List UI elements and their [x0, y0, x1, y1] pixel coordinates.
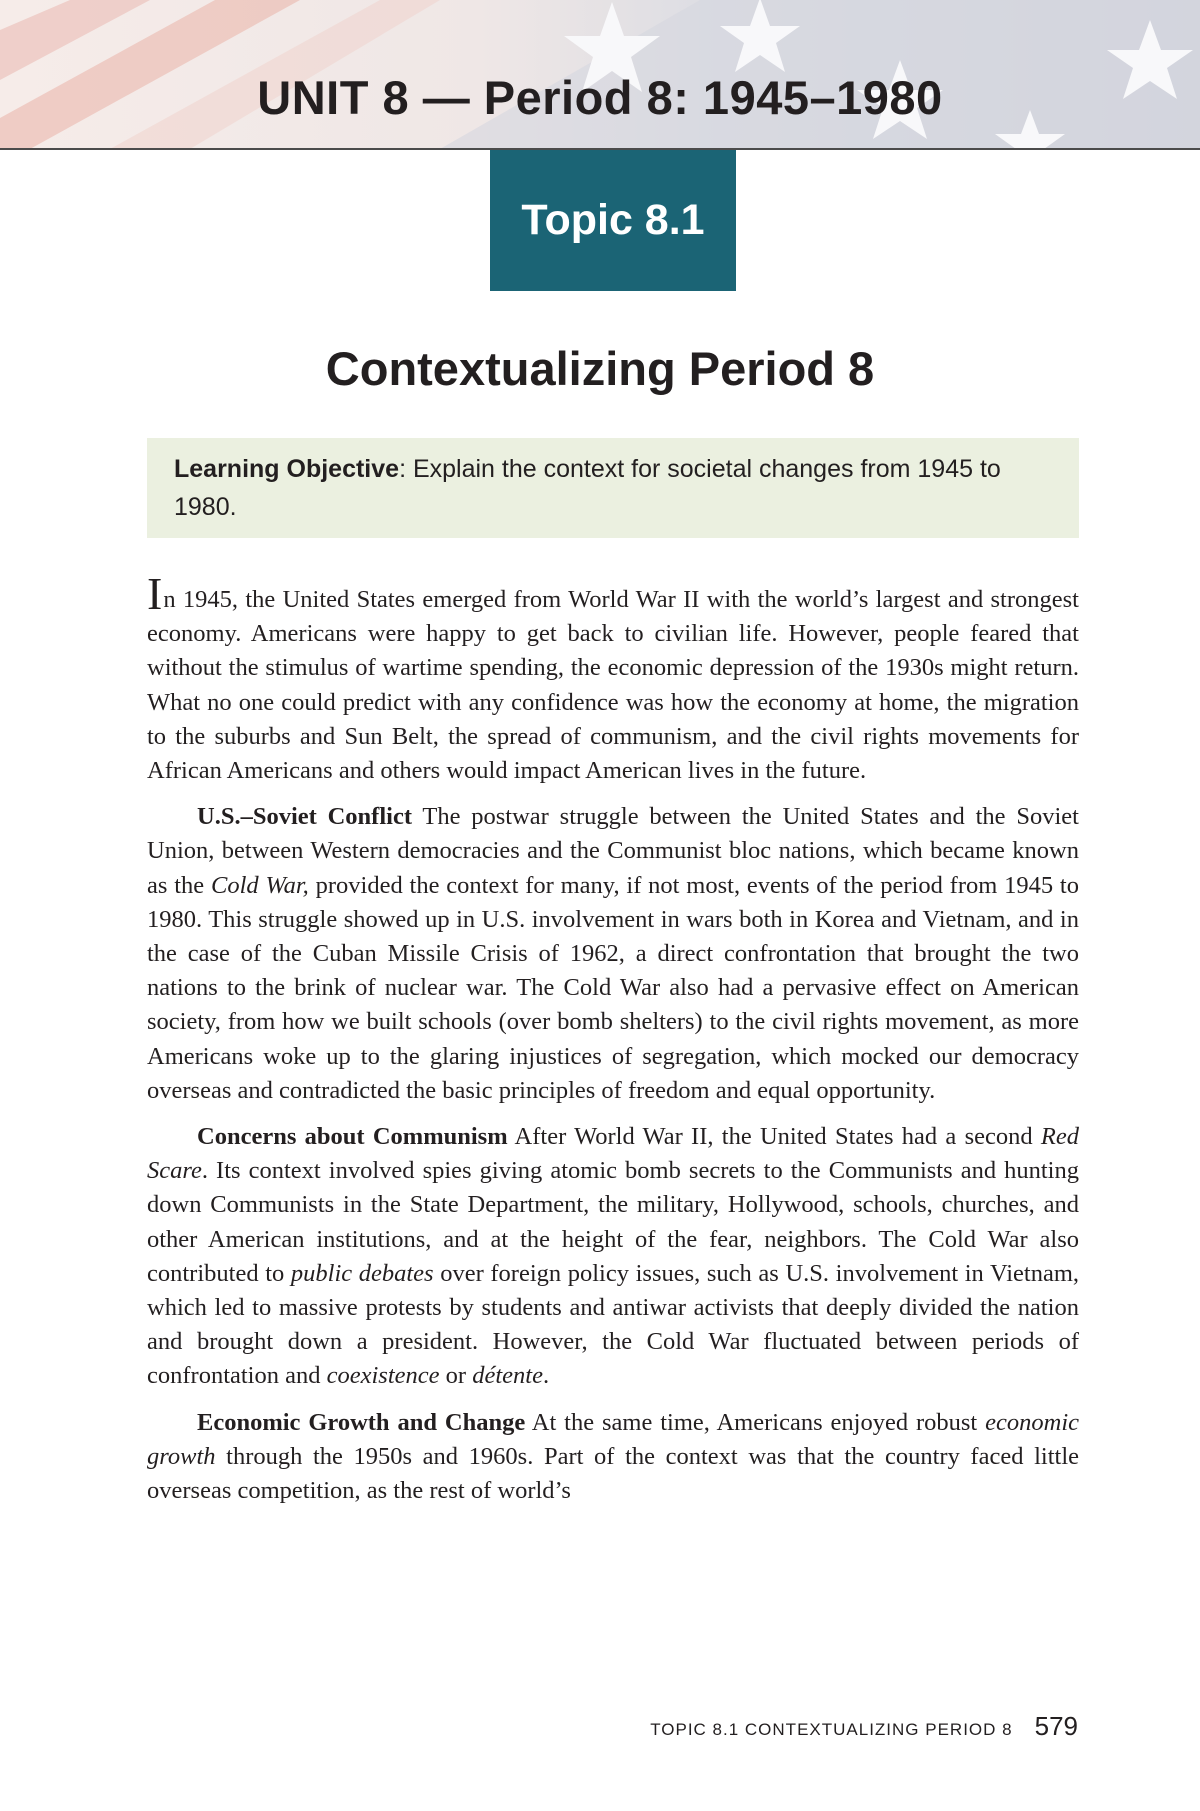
page-footer	[650, 1711, 1078, 1742]
economic-growth-text-cont: through the 1950s and 1960s. Part of the context was that the country faced little overseas competition, as the rest of world’s	[147, 1442, 1079, 1505]
communism-heading: Concerns about Communism	[197, 1123, 508, 1151]
term-detente: détente	[472, 1362, 543, 1390]
drop-cap: I	[147, 568, 163, 619]
term-cold-war: Cold War,	[210, 871, 309, 899]
footer-running-title: TOPIC 8.1 CONTEXTUALIZING PERIOD 8	[650, 1720, 1013, 1739]
economic-growth-heading: Economic Growth and Change	[197, 1408, 526, 1436]
term-coexistence: coexistence	[326, 1362, 440, 1390]
topic-badge	[490, 150, 736, 291]
communism-text-cont-3: or	[439, 1362, 473, 1390]
soviet-conflict-paragraph	[147, 800, 1079, 1108]
term-public-debates: public debates	[290, 1259, 434, 1287]
soviet-conflict-heading: U.S.–Soviet Conflict	[197, 803, 412, 831]
body-text	[147, 568, 1080, 1520]
communism-text: After World War II, the United States had a second	[507, 1123, 1041, 1151]
economic-growth-paragraph	[147, 1406, 1079, 1509]
page-title: Contextualizing Period 8	[325, 342, 875, 395]
communism-text-end: .	[542, 1362, 550, 1390]
intro-text: n 1945, the United States emerged from World War II with the world’s largest and strongest economy. Americans were happy to get back to civilian life. However, people feared that without the stimulus of wartime spending, the economic depression of the 1930s might return. What no one could predict with any confidence was how the economy at home, the migration to the suburbs and Sun Belt, the spread of communism, and the civil rights movements for African Americans and others would impact American lives in the future.	[147, 586, 1079, 785]
topic-badge-label: Topic 8.1	[521, 196, 705, 244]
term-red-scare: Red Scare	[147, 1123, 1079, 1185]
communism-paragraph	[147, 1120, 1079, 1394]
term-economic-growth: economic growth	[147, 1408, 1080, 1470]
communism-text-cont-2: over foreign policy issues, such as U.S. involvement in Vietnam, which led to massive protests by students and antiwar activists that deeply divided the nation and brought down a president. However, the Cold War fluctuated between periods of confrontation and	[147, 1259, 1080, 1390]
communism-text-cont: . Its context involved spies giving atomic bomb secrets to the Communists and hunting down Communists in the State Department, the military, Hollywood, schools, churches, and other American institutions, and at the height of the fear, neighbors. The Cold War also contributed to	[147, 1157, 1079, 1287]
economic-growth-text: At the same time, Americans enjoyed robust	[525, 1408, 986, 1436]
learning-objective-text: : Explain the context for societal changes from 1945 to 1980.	[174, 455, 1001, 521]
intro-paragraph	[147, 568, 1079, 788]
learning-objective-box	[147, 438, 1079, 538]
unit-title: UNIT 8 — Period 8: 1945–1980	[257, 71, 943, 124]
soviet-conflict-text: The postwar struggle between the United States and the Soviet Union, between Western democracies and the Communist bloc nations, which became known as the	[147, 803, 1079, 899]
learning-objective-label: Learning Objective	[174, 455, 400, 483]
soviet-conflict-text-cont: provided the context for many, if not most, events of the period from 1945 to 1980. This struggle showed up in U.S. involvement in wars both in Korea and Vietnam, and in the case of the Cuban Missile Crisis of 1962, a direct confrontation that brought the two nations to the brink of nuclear war. The Cold War also had a pervasive effect on American society, from how we built schools (over bomb shelters) to the civil rights movement, as more Americans woke up to the glaring injustices of segregation, which mocked our democracy overseas and contradicted the basic principles of freedom and equal opportunity.	[147, 871, 1079, 1104]
page-number: 579	[1034, 1711, 1078, 1741]
